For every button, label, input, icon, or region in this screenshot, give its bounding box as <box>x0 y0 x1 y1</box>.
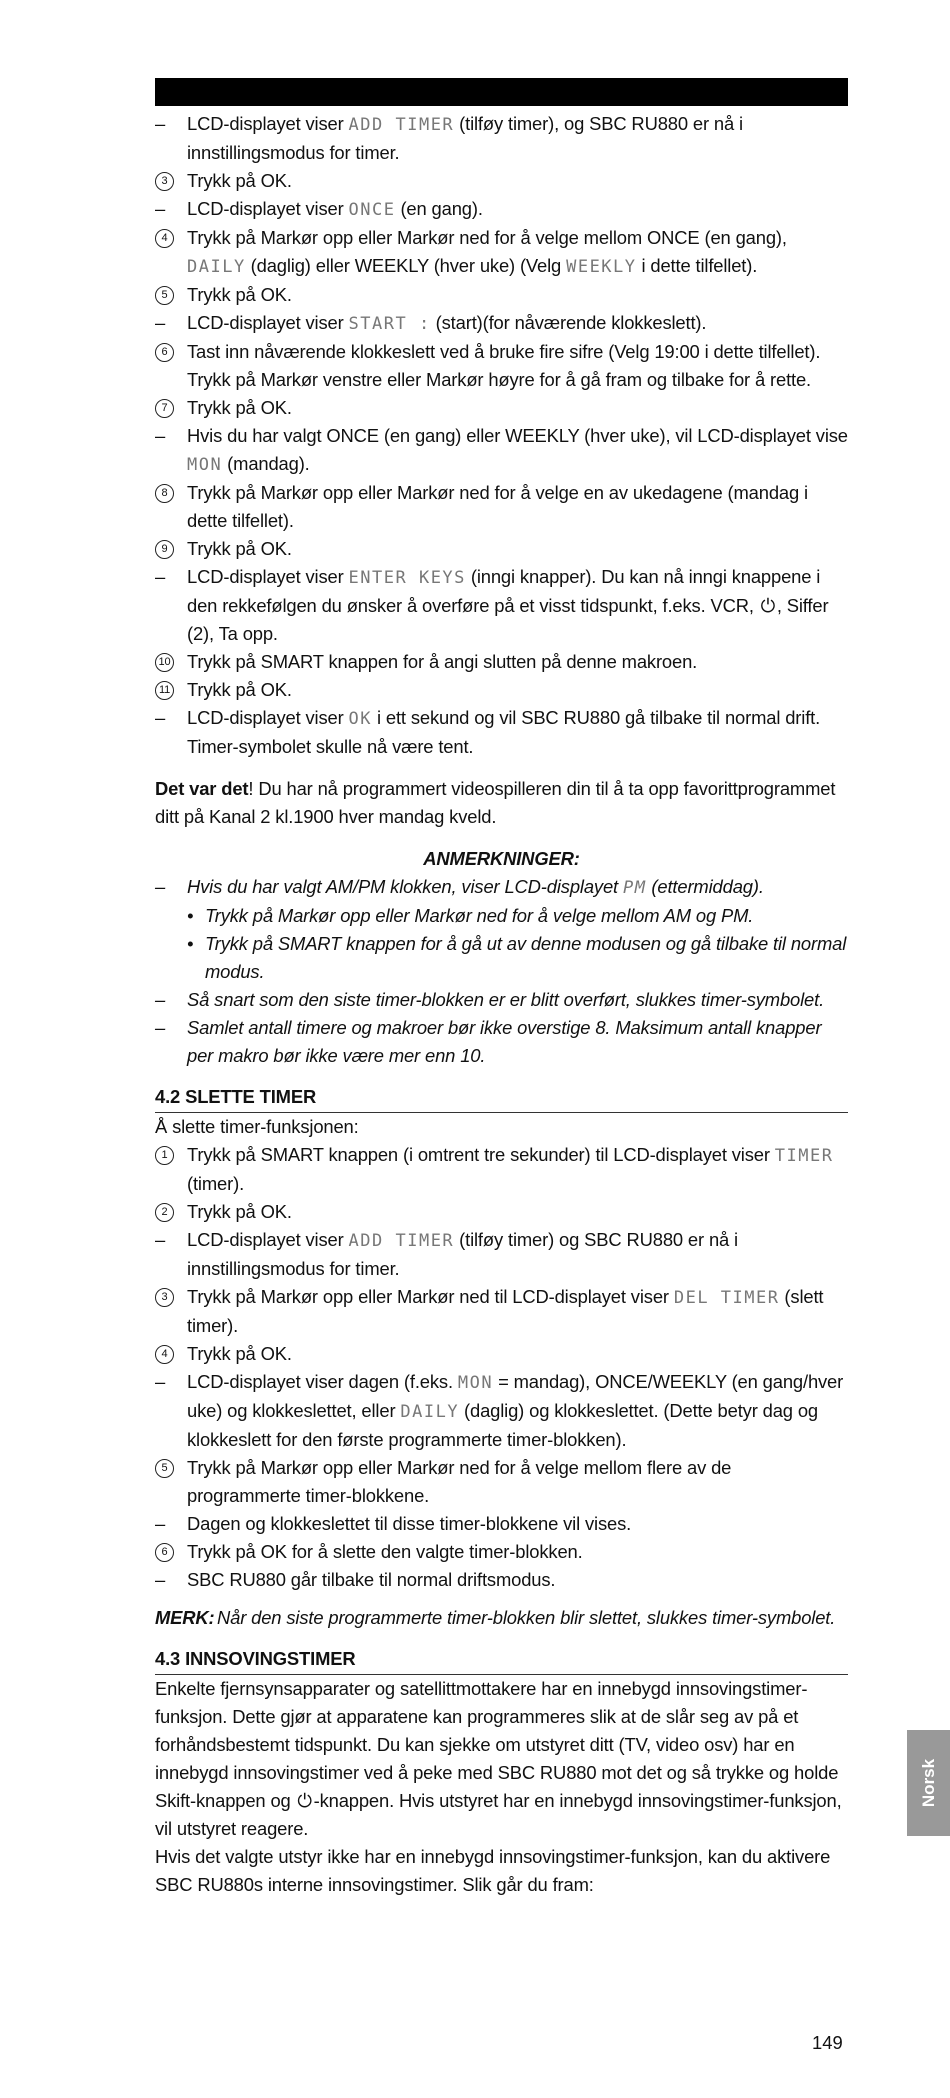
numbered-step <box>155 1340 848 1368</box>
step-number: 8 <box>155 484 174 503</box>
numbered-step <box>155 338 848 394</box>
text-run: SBC RU880 går tilbake til normal driftsmodus. <box>187 1569 556 1590</box>
step-number: 4 <box>155 229 174 248</box>
numbered-step <box>155 1454 848 1510</box>
dash-item <box>155 704 848 761</box>
text-run: LCD-displayet viser <box>187 198 349 219</box>
lcd-text: ENTER KEYS <box>348 568 466 588</box>
lcd-text: ONCE <box>348 200 396 220</box>
text-run: = mandag), ONCE/WEEKLY (en gang/hver uke) og klokkeslettet, eller <box>187 1371 844 1421</box>
text-run: LCD-displayet viser <box>187 312 349 333</box>
step-number: 5 <box>155 1459 174 1478</box>
bullet-item <box>155 902 848 930</box>
text-run: Trykk på Markør opp eller Markør ned for å velge en av ukedagene (mandag i dette tilfellet). <box>187 482 808 531</box>
text-run: (timer). <box>187 1173 245 1194</box>
text-run: (ettermiddag). <box>646 876 764 897</box>
numbered-step <box>155 1198 848 1226</box>
text-run: (daglig) eller WEEKLY (hver uke) (Velg <box>245 255 567 276</box>
bullet-item <box>155 930 848 986</box>
text-run: LCD-displayet viser <box>187 1229 349 1250</box>
text-run: (tilføy timer) og SBC RU880 er nå i innstillingsmodus for timer. <box>187 1229 738 1279</box>
text-run: Trykk på OK. <box>187 1201 292 1222</box>
text-run: Dagen og klokkeslettet til disse timer-blokkene vil vises. <box>187 1513 632 1534</box>
text-run: Trykk på OK. <box>187 1343 292 1364</box>
text-run: , Siffer (2), Ta opp. <box>187 595 829 644</box>
lcd-text: PM <box>622 878 647 898</box>
text-run: Trykk på SMART knappen for å angi slutten på denne makroen. <box>187 651 698 672</box>
dash-marker: – <box>155 1513 166 1534</box>
step-number: 6 <box>155 343 174 362</box>
dash-item <box>155 563 848 648</box>
text-run: LCD-displayet viser <box>187 566 349 587</box>
text-run: Trykk på SMART knappen for å gå ut av denne modusen og gå tilbake til normal modus. <box>205 933 847 982</box>
dash-marker: – <box>155 425 166 446</box>
conclusion-bold: Det var det <box>155 778 249 799</box>
section-heading-4-2: 4.2 SLETTE TIMER <box>155 1082 848 1113</box>
text-run: Trykk på Markør opp eller Markør ned for å velge mellom flere av de programmerte timer-blokkene. <box>187 1457 732 1506</box>
numbered-step <box>155 167 848 195</box>
dash-marker: – <box>155 989 166 1010</box>
text-run: Trykk på OK for å slette den valgte timer-blokken. <box>187 1541 583 1562</box>
lcd-text: ADD TIMER <box>348 1231 455 1251</box>
text-run: LCD-displayet viser <box>187 113 349 134</box>
lcd-text: TIMER <box>774 1146 834 1166</box>
power-icon: ⏻ <box>297 1790 312 1811</box>
language-side-tab <box>907 1730 950 1836</box>
dash-item <box>155 986 848 1014</box>
notes-list <box>155 873 848 1070</box>
text-run: Trykk på Markør opp eller Markør ned for å velge mellom AM og PM. <box>205 905 754 926</box>
text-run: (inngi knapper). Du kan nå inngi knappene i den rekkefølgen du ønsker å overføre på et visst tidspunkt, f.eks. VCR, <box>187 566 821 616</box>
lcd-text: OK <box>348 709 373 729</box>
text-run: Trykk på SMART knappen (i omtrent tre sekunder) til LCD-displayet viser <box>187 1144 775 1165</box>
step-number: 5 <box>155 286 174 305</box>
merk-label: MERK: <box>155 1607 215 1628</box>
dash-item <box>155 110 848 167</box>
lcd-text: MON <box>457 1373 494 1393</box>
lcd-text: DAILY <box>400 1402 460 1422</box>
text-run: Trykk på OK. <box>187 284 292 305</box>
numbered-step <box>155 1283 848 1340</box>
lcd-text: MON <box>187 455 223 475</box>
step-number: 3 <box>155 172 174 191</box>
numbered-step <box>155 1141 848 1198</box>
numbered-step <box>155 1538 848 1566</box>
text-run: (start)(for nåværende klokkeslett). <box>430 312 707 333</box>
dash-item <box>155 309 848 338</box>
numbered-step <box>155 394 848 422</box>
numbered-step <box>155 676 848 704</box>
dash-item <box>155 1566 848 1594</box>
numbered-step <box>155 281 848 309</box>
text-run: i ett sekund og vil SBC RU880 gå tilbake til normal drift. Timer-symbolet skulle nå være tent. <box>187 707 821 757</box>
step-number: 6 <box>155 1543 174 1562</box>
text-run: Så snart som den siste timer-blokken er er blitt overført, slukkes timer-symbolet. <box>187 989 825 1010</box>
dash-marker: – <box>155 876 166 897</box>
page-content <box>155 110 848 1899</box>
text-run: Trykk på OK. <box>187 170 292 191</box>
numbered-step <box>155 648 848 676</box>
dash-marker: – <box>155 1371 166 1392</box>
text-run: (en gang). <box>395 198 483 219</box>
dash-item <box>155 195 848 224</box>
para1-text-a: Enkelte fjernsynsapparater og satellittmottakere har en innebygd innsovingstimer-funksjon. Dette gjør at apparatene kan programmeres slik at de slår seg av på et forhåndsbestemt tidspunkt. Du kan sjekke om utstyret ditt (TV, video osv) har en innebygd innsovingstimer ved å peke med SBC RU880 mot det og så trykke og holde Skift-knappen og <box>155 1678 839 1811</box>
text-run: LCD-displayet viser dagen (f.eks. <box>187 1371 458 1392</box>
text-run: Trykk på Markør opp eller Markør ned til LCD-displayet viser <box>187 1286 674 1307</box>
dash-item <box>155 1368 848 1454</box>
conclusion-paragraph <box>155 775 848 831</box>
dash-item <box>155 1510 848 1538</box>
step-number: 9 <box>155 540 174 559</box>
lcd-text: DAILY <box>187 257 246 277</box>
dash-marker: – <box>155 566 166 587</box>
step-number: 4 <box>155 1345 174 1364</box>
lcd-text: START : <box>348 314 431 334</box>
delete-timer-steps-list <box>155 1141 848 1594</box>
step-number: 2 <box>155 1203 174 1222</box>
power-icon: ⏻ <box>760 595 776 616</box>
dash-marker: – <box>155 1569 166 1590</box>
para1-text-b: -knappen. Hvis utstyret har en innebygd innsovingstimer-funksjon, vil utstyret reagere. <box>155 1790 842 1839</box>
section-4-3-paragraph-1 <box>155 1675 848 1843</box>
dash-marker: – <box>155 198 166 219</box>
header-bar <box>155 78 848 106</box>
bullet-marker: • <box>187 933 194 954</box>
text-run: (daglig) og klokkeslettet. (Dette betyr dag og klokkeslett for den første programmerte timer-blokken). <box>187 1400 818 1450</box>
section-4-3-paragraph-2: Hvis det valgte utstyr ikke har en innebygd innsovingstimer-funksjon, kan du aktivere SBC RU880s interne innsovingstimer. Slik går du fram: <box>155 1846 831 1895</box>
step-number: 1 <box>155 1146 174 1165</box>
text-run: Tast inn nåværende klokkeslett ved å bruke fire sifre (Velg 19:00 i dette tilfellet). Trykk på Markør venstre eller Markør høyre for å gå fram og tilbake for å rette. <box>187 341 821 390</box>
lcd-text: DEL TIMER <box>673 1288 780 1308</box>
dash-marker: – <box>155 1229 166 1250</box>
side-tab-label: Norsk <box>918 1758 938 1808</box>
step-number: 11 <box>155 681 174 700</box>
text-run: Hvis du har valgt ONCE (en gang) eller WEEKLY (hver uke), vil LCD-displayet vise <box>187 425 848 446</box>
section-4-2-intro: Å slette timer-funksjonen: <box>155 1116 359 1137</box>
bullet-marker: • <box>187 905 194 926</box>
conclusion-text: ! Du har nå programmert videospilleren din til å ta opp favorittprogrammet ditt på Kanal 2 kl.1900 hver mandag kveld. <box>155 778 836 827</box>
dash-item <box>155 873 848 902</box>
text-run: Samlet antall timere og makroer bør ikke overstige 8. Maksimum antall knapper per makro bør ikke være mer enn 10. <box>187 1017 822 1066</box>
step-number: 10 <box>155 653 174 672</box>
section-heading-4-3: 4.3 INNSOVINGSTIMER <box>155 1644 848 1675</box>
lcd-text: ADD TIMER <box>348 115 455 135</box>
merk-text: Når den siste programmerte timer-blokken blir slettet, slukkes timer-symbolet. <box>217 1607 836 1628</box>
page-number: 149 <box>812 2032 843 2053</box>
step-number: 3 <box>155 1288 174 1307</box>
timer-steps-list <box>155 110 848 761</box>
text-run: (tilføy timer), og SBC RU880 er nå i innstillingsmodus for timer. <box>187 113 743 163</box>
text-run: (mandag). <box>222 453 310 474</box>
text-run: i dette tilfellet). <box>636 255 758 276</box>
dash-item <box>155 422 848 479</box>
dash-item <box>155 1014 848 1070</box>
numbered-step <box>155 535 848 563</box>
lcd-text: WEEKLY <box>566 257 637 277</box>
notes-title: ANMERKNINGER: <box>423 848 580 869</box>
dash-marker: – <box>155 1017 166 1038</box>
dash-marker: – <box>155 707 166 728</box>
numbered-step <box>155 224 848 281</box>
text-run: (slett timer). <box>187 1286 824 1336</box>
merk-note <box>155 1604 848 1632</box>
dash-marker: – <box>155 113 166 134</box>
text-run: Trykk på Markør opp eller Markør ned for å velge mellom ONCE (en gang), <box>187 227 787 248</box>
text-run: Trykk på OK. <box>187 538 292 559</box>
dash-marker: – <box>155 312 166 333</box>
numbered-step <box>155 479 848 535</box>
text-run: Hvis du har valgt AM/PM klokken, viser LCD-displayet <box>187 876 623 897</box>
text-run: Trykk på OK. <box>187 679 292 700</box>
text-run: LCD-displayet viser <box>187 707 349 728</box>
step-number: 7 <box>155 399 174 418</box>
dash-item <box>155 1226 848 1283</box>
text-run: Trykk på OK. <box>187 397 292 418</box>
